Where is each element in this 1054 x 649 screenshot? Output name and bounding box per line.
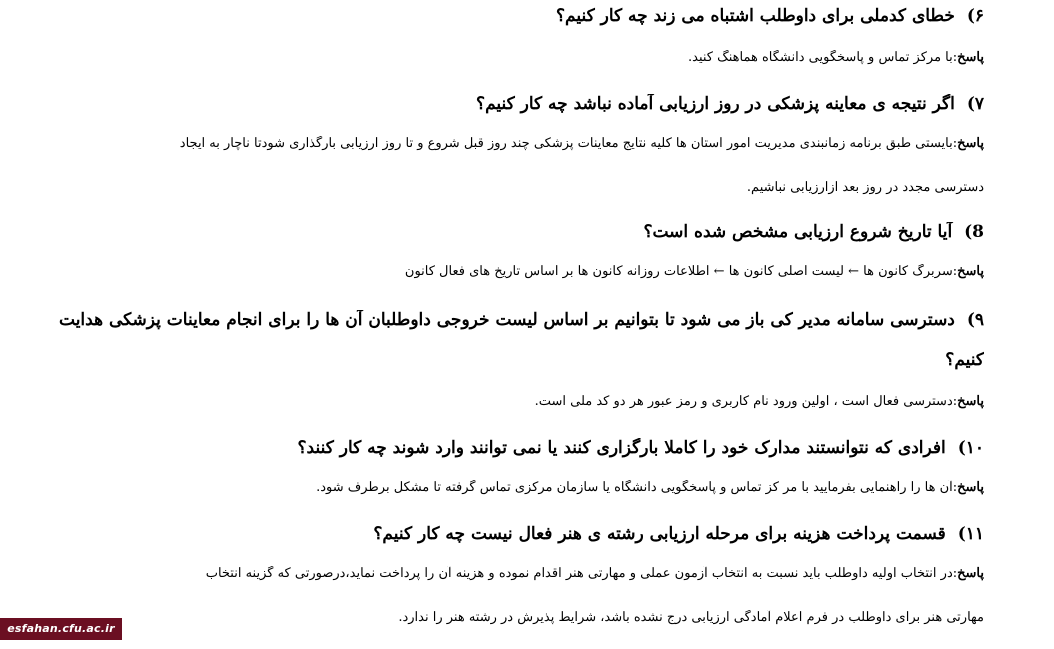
answer-label: پاسخ [957, 394, 984, 409]
question-text: کنیم؟ [945, 350, 984, 370]
question-7 [40, 94, 984, 114]
question-text: دسترسی سامانه مدیر کی باز می شود تا بتوانیم بر اساس لیست خروجی داوطلبان آن ها را برای انجام معاینات پزشکی هدایت [59, 310, 955, 330]
question-6 [40, 6, 984, 26]
answer-text: دسترسی مجدد در روز بعد ازارزیابی نباشیم. [746, 180, 984, 195]
answer-label: پاسخ [957, 566, 984, 581]
answer-9 [40, 394, 984, 409]
answer-text: :دسترسی فعال است ، اولین ورود نام کاربری و رمز عبور هر دو کد ملی است. [534, 394, 958, 409]
question-8 [40, 222, 984, 242]
answer-text: مهارتی هنر برای داوطلب در فرم اعلام آمادگی ارزیابی درج نشده باشد، شرایط پذیرش در رشته هنر را ندارد. [398, 610, 984, 625]
answer-label: پاسخ [957, 136, 984, 151]
question-11 [40, 524, 984, 544]
question-number: ۶) [966, 6, 984, 26]
question-10 [40, 438, 984, 458]
answer-text: :با مرکز تماس و پاسخگویی دانشگاه هماهنگ کنید. [687, 50, 958, 65]
answer-text: :سربرگ کانون ها ← لیست اصلی کانون ها ← اطلاعات روزانه کانون ها بر اساس تاریخ های فعال کانون [404, 264, 958, 279]
answer-10 [40, 480, 984, 495]
answer-text: :بایستی طبق برنامه زمانبندی مدیریت امور استان ها کلیه نتایج معاینات پزشکی چند روز قبل شروع و تا روز ارزیابی بارگذاری شودتا ناچار به ایجاد [179, 136, 958, 151]
question-number: ۹) [966, 310, 984, 330]
answer-6 [40, 50, 984, 65]
answer-11 [40, 566, 984, 581]
site-watermark: esfahan.cfu.ac.ir [0, 618, 122, 640]
answer-label: پاسخ [957, 264, 984, 279]
question-text: خطای کدملی برای داوطلب اشتباه می زند چه کار کنیم؟ [556, 6, 955, 26]
answer-label: پاسخ [957, 50, 984, 65]
answer-label: پاسخ [957, 480, 984, 495]
answer-7 [40, 136, 984, 151]
answer-7-continued [40, 180, 984, 195]
answer-text: :آن ها را راهنمایی بفرمایید با مر کز تماس و پاسخگویی دانشگاه یا سازمان مرکزی تماس گرفته تا مشکل برطرف شود. [316, 480, 958, 495]
question-9-continued [40, 350, 984, 370]
question-text: قسمت پرداخت هزینه برای مرحله ارزیابی رشته ی هنر فعال نیست چه کار کنیم؟ [373, 524, 946, 544]
question-number: ۱۰) [957, 438, 984, 458]
answer-11-continued [40, 610, 984, 625]
question-number: ۷) [966, 94, 984, 114]
question-text: اگر نتیجه ی معاینه پزشکی در روز ارزیابی آماده نباشد چه کار کنیم؟ [476, 94, 955, 114]
answer-8 [40, 264, 984, 279]
question-number: ۱۱) [957, 524, 984, 544]
question-number: 8) [964, 222, 984, 242]
question-text: افرادی که نتوانستند مدارک خود را کاملا بارگزاری کنند یا نمی توانند وارد شوند چه کار کنند؟ [297, 438, 946, 458]
answer-text: :در انتخاب اولیه داوطلب باید نسبت به انتخاب آزمون عملی و مهارتی هنر اقدام نموده و هزینه آن را پرداخت نماید،درصورتی که گزینه انتخاب [205, 566, 958, 581]
question-text: آیا تاریخ شروع ارزیابی مشخص شده است؟ [643, 222, 953, 242]
question-9 [40, 310, 984, 330]
